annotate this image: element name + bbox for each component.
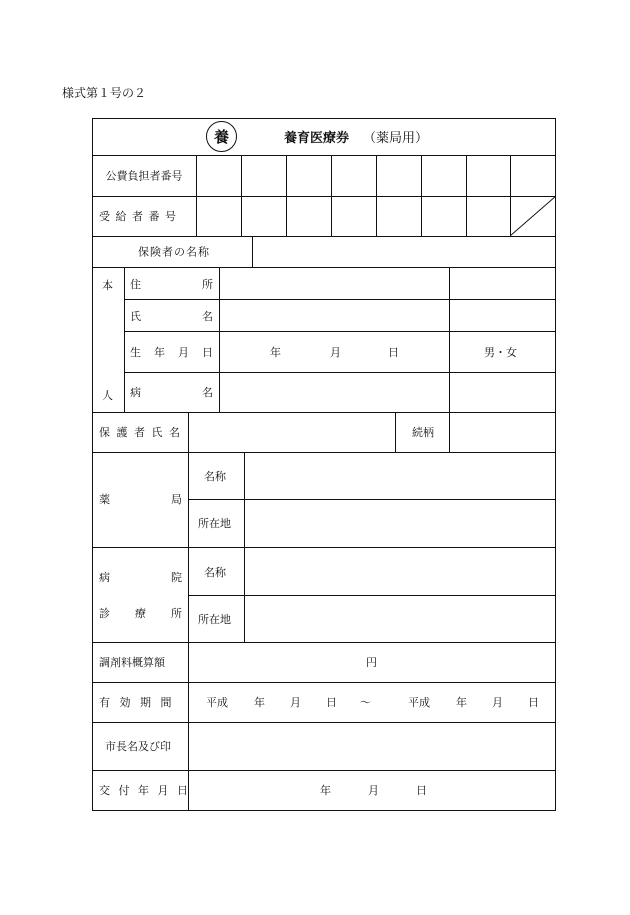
divider bbox=[449, 267, 450, 413]
divider bbox=[92, 722, 556, 723]
address-label-2: 所 bbox=[202, 278, 213, 291]
divider bbox=[331, 155, 332, 236]
divider bbox=[92, 155, 556, 156]
name-label-2: 名 bbox=[202, 310, 213, 323]
divider bbox=[510, 155, 511, 236]
divider bbox=[188, 412, 189, 811]
recipient-number-label: 受 給 者 番 号 bbox=[99, 210, 177, 223]
divider bbox=[252, 236, 253, 268]
divider bbox=[241, 155, 242, 236]
divider bbox=[124, 331, 556, 332]
hospital-name-label: 名称 bbox=[204, 566, 226, 579]
divider bbox=[219, 267, 220, 413]
border-bottom bbox=[92, 810, 556, 811]
yen-unit: 円 bbox=[366, 656, 377, 669]
guardian-name-label: 保 護 者 氏 名 bbox=[99, 426, 182, 439]
disease-label-1: 病 bbox=[130, 386, 141, 399]
sex-options: 男・女 bbox=[484, 346, 517, 359]
border-left bbox=[92, 118, 93, 811]
birth-label-1: 生 bbox=[130, 346, 141, 359]
divider bbox=[466, 155, 467, 236]
divider bbox=[188, 595, 556, 596]
validity-era-2: 平成 bbox=[408, 696, 430, 709]
public-payer-number-label: 公費負担者番号 bbox=[105, 169, 183, 183]
birth-label-2: 年 bbox=[154, 346, 165, 359]
issue-date-label: 交 付 年 月 日 bbox=[99, 784, 191, 797]
issue-year-unit: 年 bbox=[320, 784, 331, 797]
divider bbox=[124, 372, 556, 373]
divider bbox=[449, 412, 450, 452]
form-title-sub: （薬局用） bbox=[363, 131, 429, 146]
pharmacy-label-2: 局 bbox=[171, 493, 182, 506]
hospital-label-2: 院 bbox=[171, 571, 182, 584]
divider bbox=[395, 412, 396, 452]
pharmacy-name-label: 名称 bbox=[204, 470, 226, 483]
pharmacy-location-label: 所在地 bbox=[198, 517, 231, 530]
validity-month-1: 月 bbox=[290, 696, 301, 709]
divider bbox=[286, 155, 287, 236]
validity-month-2: 月 bbox=[492, 696, 503, 709]
validity-year-2: 年 bbox=[456, 696, 467, 709]
name-label-1: 氏 bbox=[130, 310, 141, 323]
hospital-label-1: 病 bbox=[99, 571, 110, 584]
validity-day-1: 日 bbox=[326, 696, 337, 709]
validity-separator: 〜 bbox=[360, 696, 371, 709]
divider bbox=[92, 412, 556, 413]
divider bbox=[92, 547, 556, 548]
divider bbox=[92, 770, 556, 771]
divider bbox=[124, 299, 556, 300]
validity-label: 有 効 期 間 bbox=[99, 696, 175, 709]
relationship-label: 続柄 bbox=[412, 426, 434, 439]
birth-label-3: 月 bbox=[178, 346, 189, 359]
dispensing-fee-label: 調剤料概算額 bbox=[99, 656, 165, 669]
validity-era-1: 平成 bbox=[206, 696, 228, 709]
divider bbox=[92, 236, 556, 237]
divider bbox=[421, 155, 422, 236]
person-label-top: 本 bbox=[102, 279, 113, 292]
birth-label-4: 日 bbox=[202, 346, 213, 359]
divider bbox=[188, 499, 556, 500]
divider bbox=[92, 452, 556, 453]
birth-year-unit: 年 bbox=[270, 346, 281, 359]
validity-day-2: 日 bbox=[528, 696, 539, 709]
divider bbox=[376, 155, 377, 236]
disease-label-2: 名 bbox=[202, 386, 213, 399]
clinic-label-3: 所 bbox=[171, 607, 182, 620]
person-label-bottom: 人 bbox=[102, 389, 113, 402]
border-top bbox=[92, 118, 556, 119]
validity-year-1: 年 bbox=[254, 696, 265, 709]
seal-icon: 養 bbox=[206, 121, 237, 152]
pharmacy-label-1: 薬 bbox=[99, 493, 110, 506]
divider bbox=[196, 155, 197, 236]
medical-ticket-form bbox=[92, 118, 556, 811]
divider bbox=[92, 642, 556, 643]
form-number: 様式第１号の２ bbox=[62, 86, 147, 100]
birth-day-unit: 日 bbox=[388, 346, 399, 359]
divider bbox=[124, 267, 125, 413]
issue-day-unit: 日 bbox=[416, 784, 427, 797]
mayor-seal-label: 市長名及び印 bbox=[105, 740, 171, 753]
clinic-label-2: 療 bbox=[135, 607, 146, 620]
divider bbox=[92, 267, 556, 268]
birth-month-unit: 月 bbox=[330, 346, 341, 359]
form-title: 養育医療券 bbox=[284, 131, 350, 146]
address-label-1: 住 bbox=[130, 278, 141, 291]
clinic-label-1: 診 bbox=[99, 607, 110, 620]
insurer-name-label: 保険者の名称 bbox=[138, 245, 210, 259]
diagonal-slash bbox=[510, 196, 556, 237]
divider bbox=[92, 682, 556, 683]
divider bbox=[92, 196, 556, 197]
hospital-location-label: 所在地 bbox=[198, 613, 231, 626]
issue-month-unit: 月 bbox=[368, 784, 379, 797]
